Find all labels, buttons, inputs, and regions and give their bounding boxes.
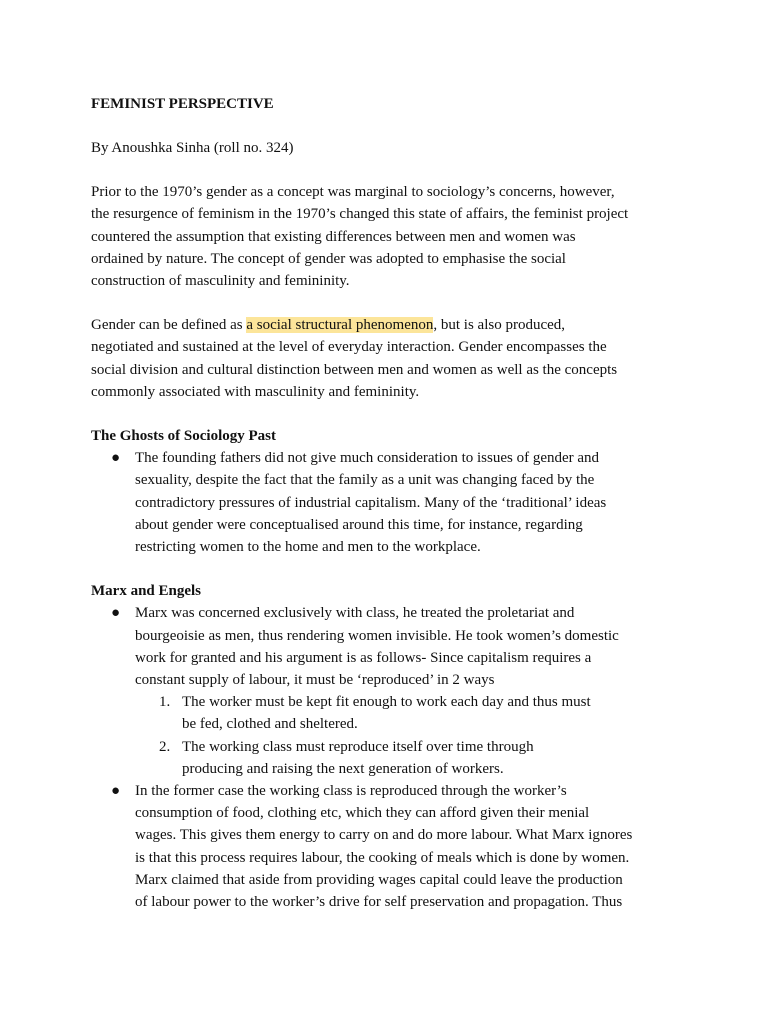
gender-line-end: , but is also produced, — [433, 317, 566, 334]
document-title: FEMINIST PERSPECTIVE — [91, 96, 274, 112]
bullet-line: restricting women to the home and men to the workplace. — [135, 539, 481, 556]
list-number: 1. — [159, 694, 171, 711]
gender-line: negotiated and sustained at the level of everyday interaction. Gender encompasses the — [91, 339, 607, 356]
bullet-line: is that this process requires labour, the cooking of meals which is done by women. — [135, 849, 630, 866]
list-number: 2. — [159, 738, 171, 755]
gender-line-start: Gender can be defined as — [91, 317, 247, 334]
numbered-line: The working class must reproduce itself over time through — [182, 738, 534, 755]
bullet-icon: ● — [111, 783, 121, 800]
highlighted-phrase: a social structural phenomenon — [246, 317, 434, 334]
bullet-line: consumption of food, clothing etc, which they can afford given their menial — [135, 805, 590, 822]
numbered-line: producing and raising the next generation of workers. — [182, 760, 504, 777]
bullet-line: The founding fathers did not give much consideration to issues of gender and — [135, 450, 600, 467]
marx-bullet-list — [91, 602, 691, 691]
author-byline: By Anoushka Sinha (roll no. 324) — [91, 140, 294, 156]
section-heading-marx-engels: Marx and Engels — [91, 583, 202, 600]
gender-line — [91, 314, 691, 336]
bullet-line: work for granted and his argument is as follows- Since capitalism requires a — [135, 649, 592, 666]
bullet-line: In the former case the working class is reproduced through the worker’s — [135, 783, 567, 800]
numbered-line: be fed, clothed and sheltered. — [182, 716, 358, 733]
bullet-line: about gender were conceptualised around this time, for instance, regarding — [135, 516, 583, 533]
list-item — [91, 780, 691, 913]
intro-paragraph — [91, 181, 691, 292]
list-item — [91, 602, 691, 691]
bullet-line: sexuality, despite the fact that the family as a unit was changing faced by the — [135, 472, 595, 489]
intro-line: the resurgence of feminism in the 1970’s changed this state of affairs, the feminist project — [91, 206, 629, 223]
numbered-list — [91, 691, 691, 780]
bullet-line: Marx was concerned exclusively with class, he treated the proletariat and — [135, 605, 575, 622]
bullet-line: bourgeoisie as men, thus rendering women invisible. He took women’s domestic — [135, 627, 619, 644]
bullet-line: Marx claimed that aside from providing wages capital could leave the production — [135, 871, 623, 888]
marx-bullet-list-continued — [91, 780, 691, 913]
bullet-line: contradictory pressures of industrial capitalism. Many of the ‘traditional’ ideas — [135, 494, 607, 511]
list-item — [91, 447, 691, 558]
gender-line: commonly associated with masculinity and femininity. — [91, 383, 420, 400]
section-heading-ghosts: The Ghosts of Sociology Past — [91, 428, 277, 445]
bullet-line: constant supply of labour, it must be ‘reproduced’ in 2 ways — [135, 672, 495, 689]
gender-definition-paragraph — [91, 314, 691, 403]
gender-line: social division and cultural distinction between men and women as well as the concepts — [91, 361, 618, 378]
bullet-line: of labour power to the worker’s drive for self preservation and propagation. Thus — [135, 894, 623, 911]
intro-line: countered the assumption that existing differences between men and women was — [91, 228, 576, 245]
intro-line: Prior to the 1970’s gender as a concept was marginal to sociology’s concerns, however, — [91, 184, 615, 201]
bullet-line: wages. This gives them energy to carry on and do more labour. What Marx ignores — [135, 827, 633, 844]
document-page — [91, 93, 691, 913]
list-item — [91, 736, 691, 780]
bullet-icon: ● — [111, 450, 121, 467]
intro-line: construction of masculinity and femininity. — [91, 273, 350, 290]
numbered-line: The worker must be kept fit enough to work each day and thus must — [182, 694, 591, 711]
intro-line: ordained by nature. The concept of gender was adopted to emphasise the social — [91, 250, 566, 267]
list-item — [91, 691, 691, 735]
bullet-icon: ● — [111, 605, 121, 622]
ghosts-bullet-list — [91, 447, 691, 558]
